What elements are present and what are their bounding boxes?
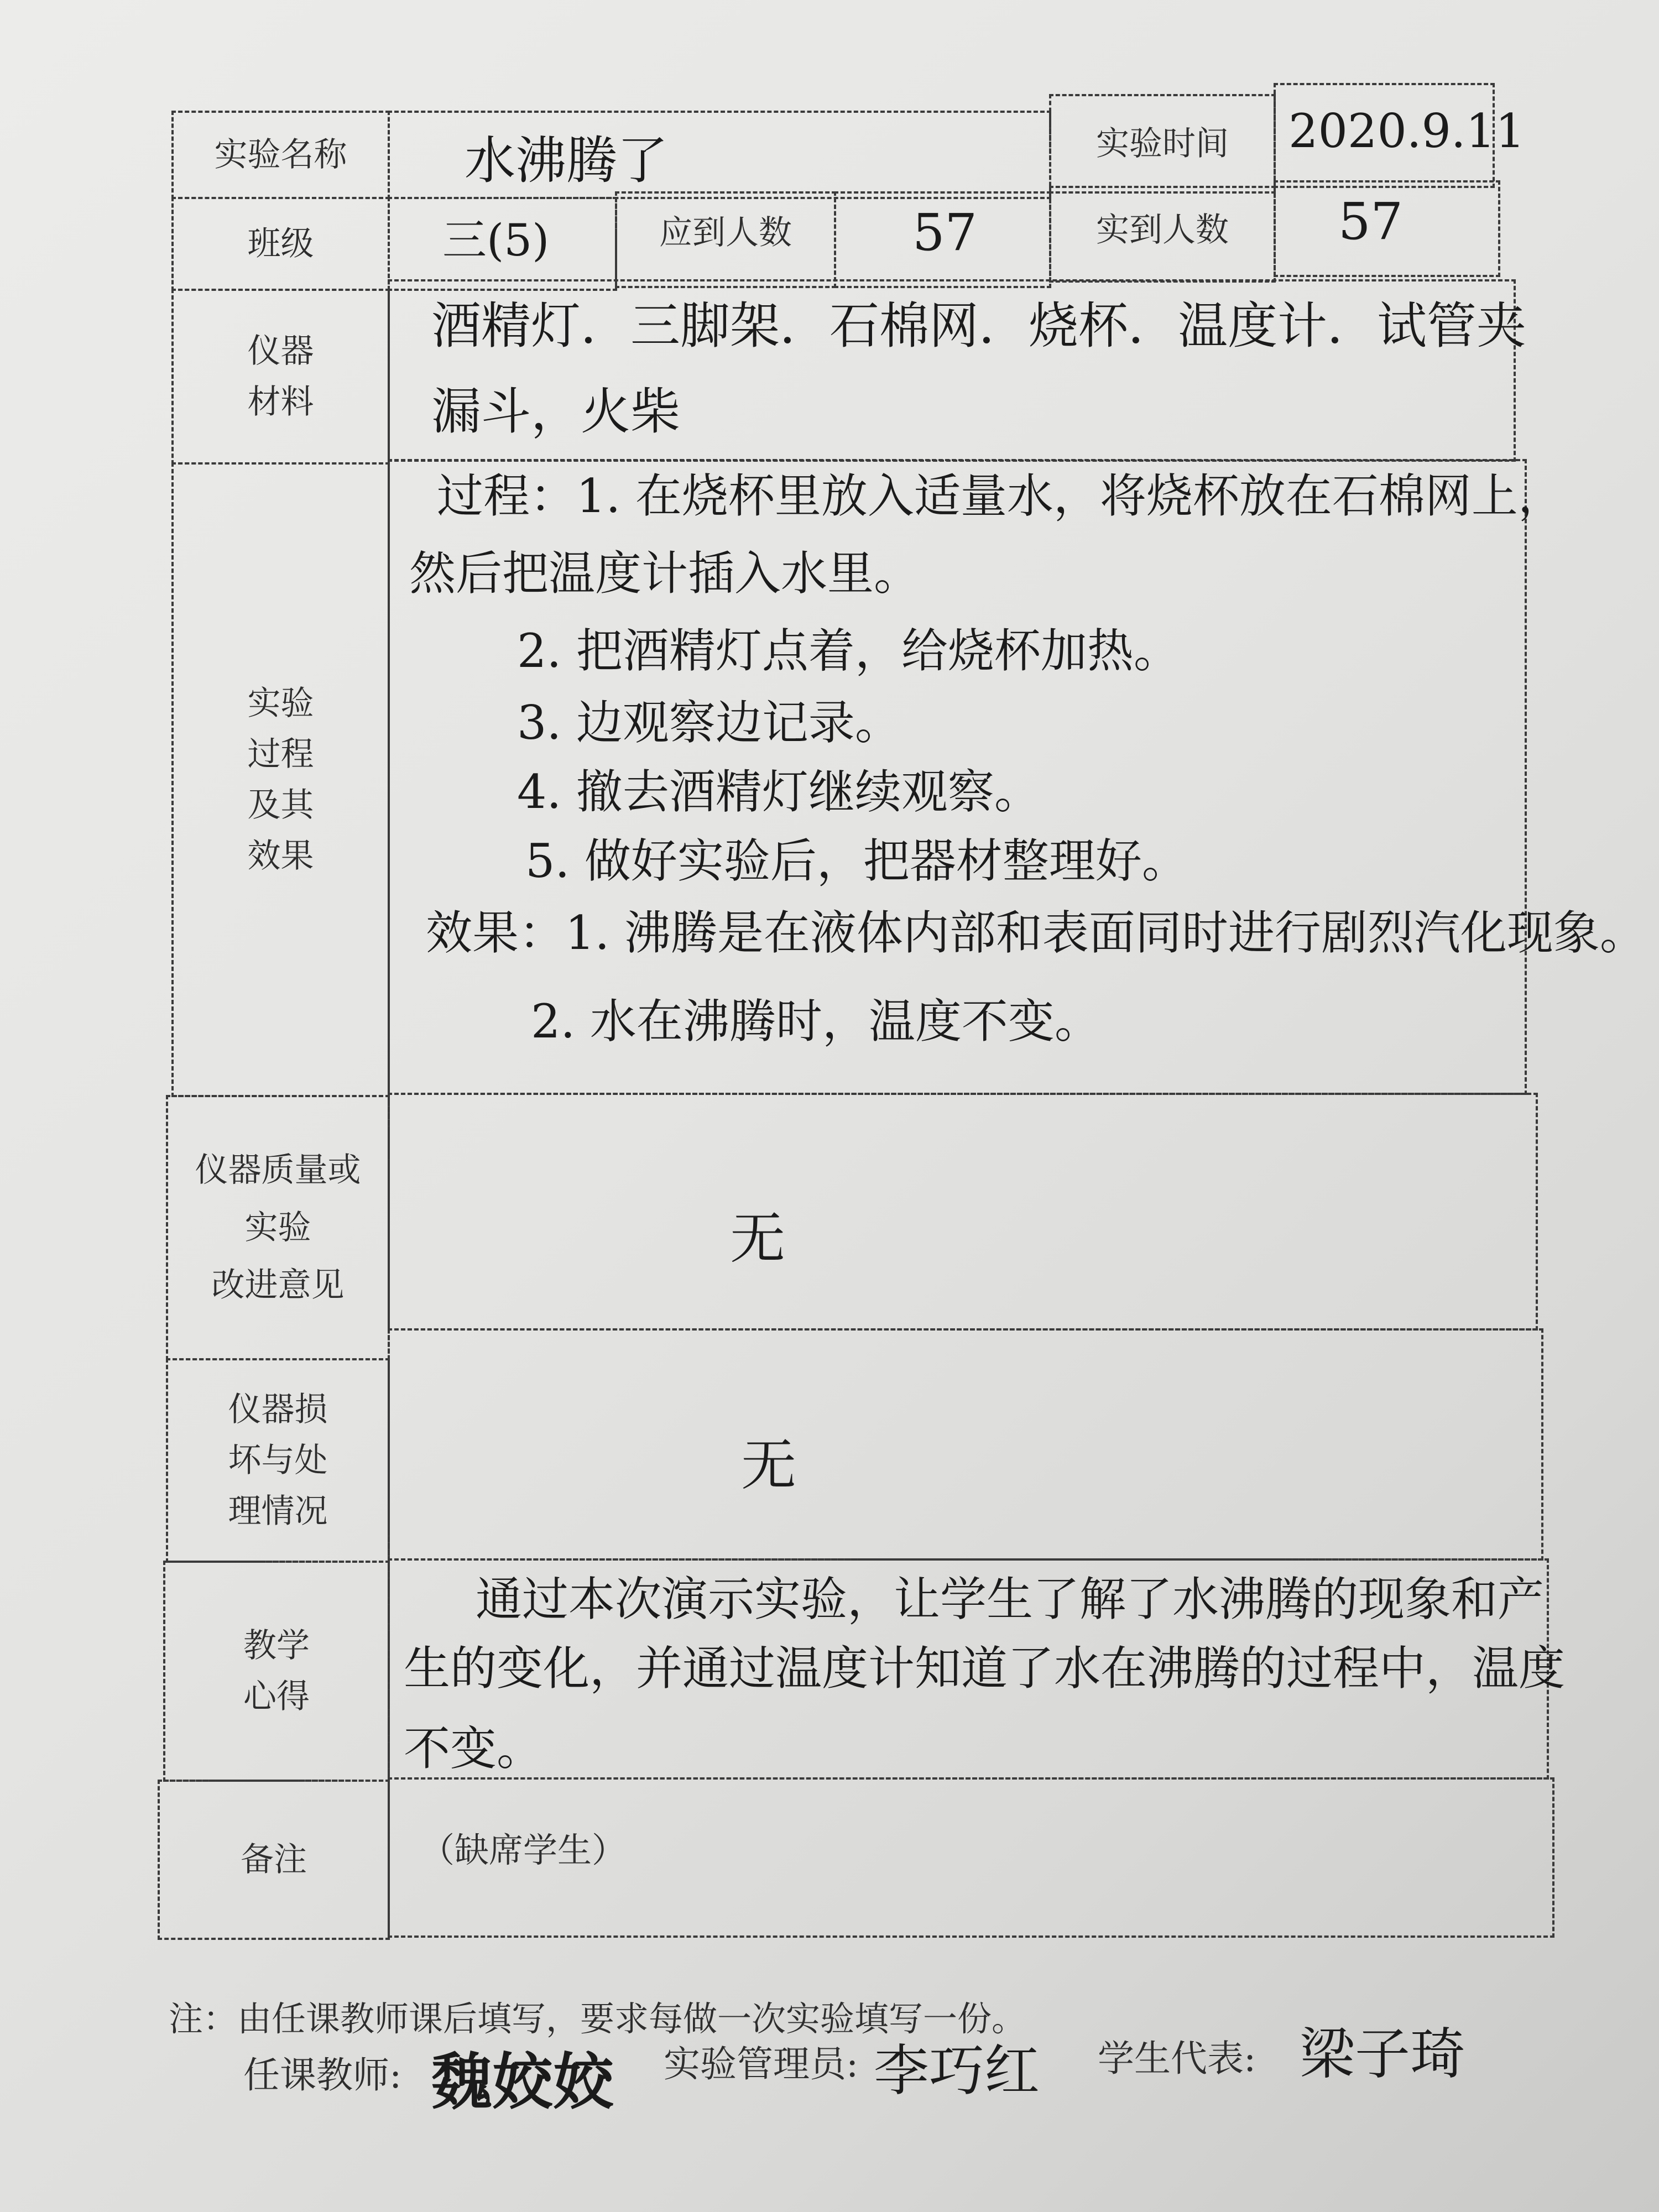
materials-label-line-1: 仪器 xyxy=(247,332,314,371)
materials-label-line-2: 材料 xyxy=(247,383,314,421)
process-line-2: 然后把温度计插入水里。 xyxy=(409,546,921,601)
materials-label xyxy=(171,289,390,465)
process-line-5: 4. 撤去酒精灯继续观察。 xyxy=(517,765,1041,819)
damage-label xyxy=(166,1358,390,1563)
remarks-label: 备注 xyxy=(241,1840,307,1879)
admin-signature: 李巧红 xyxy=(874,2038,1040,2103)
quality-label-line-3: 改进意见 xyxy=(211,1266,345,1305)
value-cell-damage xyxy=(388,1328,1543,1561)
process-label-line-3: 及其 xyxy=(247,786,314,825)
process-label-line-4: 效果 xyxy=(247,837,314,875)
quality-label xyxy=(166,1095,390,1360)
class-label: 班级 xyxy=(247,225,314,263)
expected-count-value: 57 xyxy=(912,203,978,262)
class-value: 三(5) xyxy=(442,215,550,266)
quality-label-line-2: 实验 xyxy=(244,1208,311,1247)
time-label: 实验时间 xyxy=(1096,124,1229,163)
time-value: 2020.9.11 xyxy=(1288,104,1525,158)
process-label-line-2: 过程 xyxy=(247,735,314,774)
student-signature: 梁子琦 xyxy=(1300,2022,1465,2086)
actual-count-label: 实到人数 xyxy=(1096,211,1229,249)
quality-value: 无 xyxy=(730,1206,785,1271)
process-line-6: 5. 做好实验后，把器材整理好。 xyxy=(525,834,1188,888)
value-cell-quality xyxy=(388,1093,1538,1331)
effect-line-1: 效果：1. 沸腾是在液体内部和表面同时进行剧烈汽化现象。 xyxy=(426,906,1646,960)
student-label: 学生代表: xyxy=(1098,2037,1256,2080)
materials-line-2: 漏斗，火柴 xyxy=(431,383,680,441)
process-line-1: 过程：1. 在烧杯里放入适量水，将烧杯放在石棉网上， xyxy=(437,469,1564,523)
reflection-line-3: 不变。 xyxy=(404,1721,544,1776)
teacher-label: 任课教师: xyxy=(243,2054,402,2096)
process-label xyxy=(171,462,390,1097)
reflection-label-line-2: 心得 xyxy=(243,1677,310,1716)
process-line-4: 3. 边观察边记录。 xyxy=(517,696,901,750)
reflection-line-1: 通过本次演示实验，让学生了解了水沸腾的现象和产 xyxy=(476,1572,1545,1626)
teacher-signature: 魏姣姣 xyxy=(431,2046,614,2117)
reflection-line-2: 生的变化，并通过温度计知道了水在沸腾的过程中，温度 xyxy=(404,1641,1566,1695)
experiment-name-label: 实验名称 xyxy=(214,135,347,174)
reflection-label-line-1: 教学 xyxy=(243,1626,310,1665)
footer-note: 注：由任课教师课后填写，要求每做一次实验填写一份。 xyxy=(169,1999,1026,2039)
damage-value: 无 xyxy=(741,1433,796,1498)
process-line-3: 2. 把酒精灯点着，给烧杯加热。 xyxy=(517,624,1180,678)
effect-line-2: 2. 水在沸腾时，温度不变。 xyxy=(531,994,1101,1048)
quality-label-line-1: 仪器质量或 xyxy=(195,1151,361,1190)
admin-label: 实验管理员: xyxy=(664,2043,859,2085)
experiment-name-value: 水沸腾了 xyxy=(465,131,669,190)
remarks-value: （缺席学生） xyxy=(420,1830,627,1870)
process-label-line-1: 实验 xyxy=(247,684,314,723)
damage-label-line-1: 仪器损 xyxy=(228,1390,328,1429)
damage-label-line-3: 理情况 xyxy=(228,1492,328,1531)
expected-count-label: 应到人数 xyxy=(659,213,792,252)
damage-label-line-2: 坏与处 xyxy=(228,1441,328,1480)
reflection-label xyxy=(163,1561,390,1782)
materials-line-1: 酒精灯．三脚架．石棉网．烧杯．温度计．试管夹 xyxy=(431,297,1526,355)
actual-count-value: 57 xyxy=(1338,192,1404,251)
